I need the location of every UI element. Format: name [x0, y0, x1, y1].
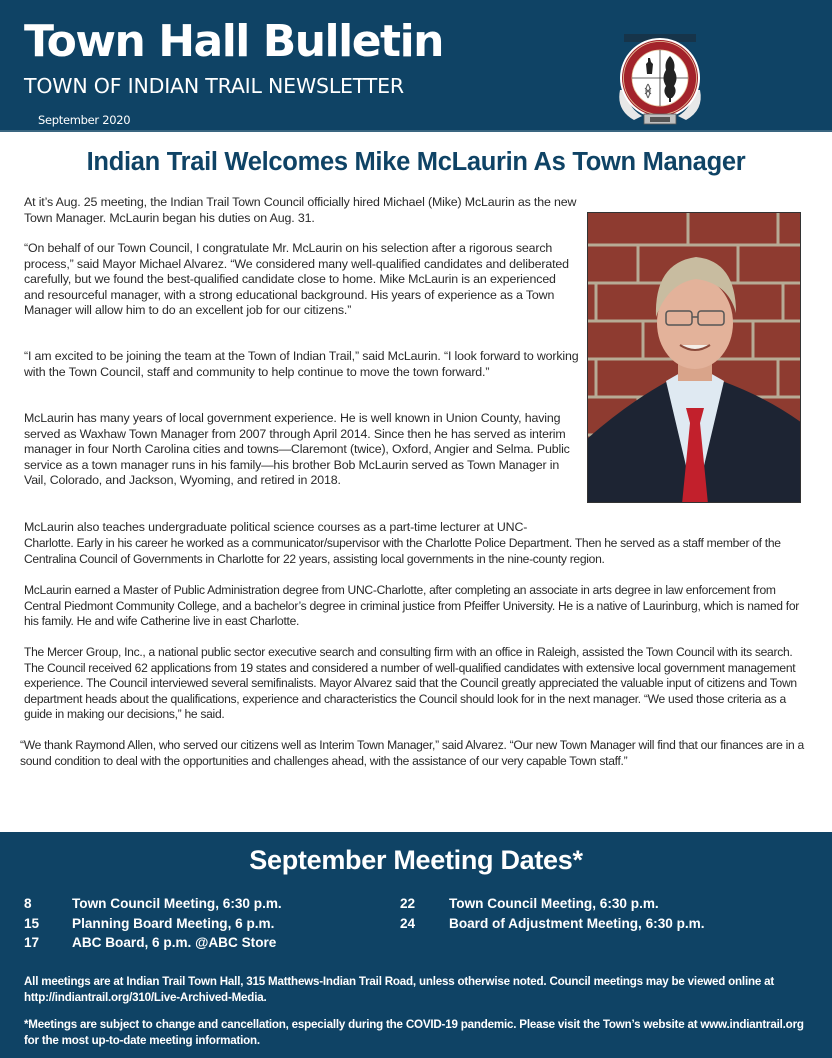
article-paragraph: McLaurin earned a Master of Public Administration degree from UNC-Charlotte, after completing an associate in arts degree in law enforcement from Central Piedmont Community College, and a bachelor’s degree in criminal justice from Pfeiffer University. He is a native of Laurinburg, which is named for his family. He and wife Catherine live in east Charlotte. — [24, 583, 799, 629]
meeting-day: 8 — [24, 896, 32, 911]
masthead — [0, 0, 832, 132]
article-paragraph: “We thank Raymond Allen, who served our citizens well as Interim Town Manager,” said Alvarez. “Our new Town Manager will find that our finances are in a sound condition to deal with the opportunities and challenges ahead, with the assistance of our very capable Town staff.” — [20, 738, 804, 768]
article-paragraph: McLaurin has many years of local government experience. He is well known in Union County, having served as Waxhaw Town Manager from 2007 through April 2014. Since then he has served as interim manager in four North Carolina cities and towns—Claremont (twice), Oxford, Angier and Selma. Public service as a town manager runs in his family—his brother Bob McLaurin served as Town Manager in Vail, Colorado, and Jackson, Wyoming, and retired in 2018. — [24, 411, 570, 488]
article-paragraph: McLaurin also teaches undergraduate political science courses as a part-time lecturer at UNC- — [24, 520, 528, 534]
location-note: All meetings are at Indian Trail Town Hall, 315 Matthews-Indian Trail Road, unless otherwise noted. Council meetings may be viewed online at http://indiantrail.org/310/Live-Archived-Media. — [24, 975, 775, 1004]
meetings-title: September Meeting Dates* — [249, 845, 583, 875]
meeting-event: Town Council Meeting, 6:30 p.m. — [449, 896, 659, 911]
meeting-event: Board of Adjustment Meeting, 6:30 p.m. — [449, 916, 705, 931]
meeting-day: 24 — [400, 916, 416, 931]
article-paragraph: At it’s Aug. 25 meeting, the Indian Trail Town Council officially hired Michael (Mike) McLaurin as the new Town Manager. McLaurin began his duties on Aug. 31. — [24, 195, 577, 225]
covid-disclaimer: *Meetings are subject to change and cancellation, especially during the COVID-19 pandemic. Please visit the Town’s website at www.indiantrail.org for the most up-to-date meeting information. — [24, 1018, 804, 1047]
meeting-day: 22 — [400, 896, 416, 911]
meeting-event: Planning Board Meeting, 6 p.m. — [72, 916, 275, 931]
issue-date: September 2020 — [38, 113, 131, 127]
town-seal-icon — [612, 32, 708, 128]
meeting-day: 17 — [24, 935, 40, 950]
article-headline: Indian Trail Welcomes Mike McLaurin As Town Manager — [86, 148, 746, 176]
article-paragraph: Charlotte. Early in his career he worked as a communicator/supervisor with the Charlotte Police Department. Then he served as a staff member of the Centralina Council of Governments in Charlotte for 22 years, assisting local governments in the nine-county region. — [24, 536, 781, 566]
article-paragraph: “On behalf of our Town Council, I congratulate Mr. McLaurin on his selection after a rigorous search process,” said Mayor Michael Alvarez. “We considered many well-qualified candidates and deliberated carefully, but we found the best-qualified candidate close to home. Mike McLaurin is an experienced and resourceful manager, with a strong educational background. His years of experience as a Town Manager will allow him to do an excellent job for our citizens.” — [24, 241, 569, 318]
newsletter-title: Town Hall Bulletin — [24, 16, 443, 67]
meeting-event: Town Council Meeting, 6:30 p.m. — [72, 896, 282, 911]
portrait-photo — [587, 212, 801, 503]
meeting-day: 15 — [24, 916, 40, 931]
portrait-image — [588, 213, 801, 503]
meeting-event: ABC Board, 6 p.m. @ABC Store — [72, 935, 277, 950]
newsletter-subtitle: TOWN OF INDIAN TRAIL NEWSLETTER — [24, 74, 404, 98]
meeting-dates-section — [0, 832, 832, 1058]
article-paragraph: “I am excited to be joining the team at the Town of Indian Trail,” said McLaurin. “I look forward to working with the Town Council, staff and community to help continue to move the town forward.” — [24, 349, 579, 379]
article-paragraph: The Mercer Group, Inc., a national public sector executive search and consulting firm with an office in Raleigh, assisted the Town Council with its search. The Council received 62 applications from 19 states and considered a number of well-qualified candidates with extensive local government management experience. The Council interviewed several semifinalists. Mayor Alvarez said that the Council greatly appreciated the valuable input of citizens and Town department heads about the qualifications, experience and characteristics the Council should look for in the next manager. “We used those criteria as a guide in making our decisions,” he said. — [24, 645, 797, 722]
